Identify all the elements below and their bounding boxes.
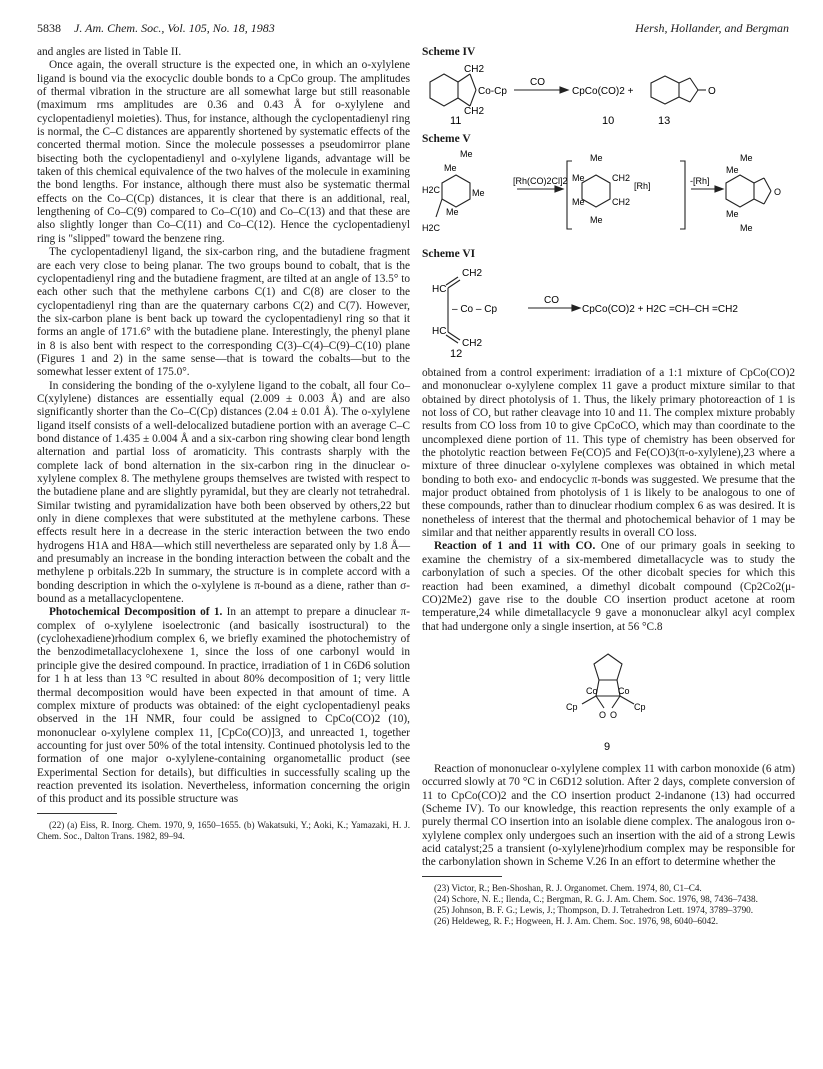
footnote: (22) (a) Eiss, R. Inorg. Chem. 1970, 9, 1650–1655. (b) Wakatsuki, Y.; Aoki, K.; Yamazaki, H. J. Chem. Soc., Dalton Trans. 1982, 89–94. — [37, 819, 410, 841]
methyl-label: Me — [460, 149, 473, 159]
ketone-oxygen-label: O — [708, 86, 716, 97]
methyl-label: Me — [572, 173, 585, 183]
ch2-label: CH2 — [612, 197, 631, 207]
section-heading: Reaction of 1 and 11 with CO. — [434, 540, 596, 553]
methyl-label: Me — [446, 207, 459, 217]
methyl-label: Me — [740, 223, 753, 233]
footnote-divider — [422, 876, 502, 877]
right-column — [422, 46, 795, 1056]
ch2-label: CH2 — [612, 173, 631, 183]
methyl-label: Me — [726, 209, 739, 219]
compound-label-12: 12 — [450, 348, 463, 358]
product-label: CpCo(CO)2 + — [572, 86, 634, 97]
left-column — [37, 46, 410, 1056]
page-header — [37, 21, 789, 39]
methyl-label: Me — [740, 153, 753, 163]
h2c-label: H2C — [422, 223, 441, 233]
paragraph-text: In an attempt to prepare a dinuclear π-complex of o-xylylene isoelectronic (and basically isostructural) to the (cyclohexadiene)rhodium complex 6, we briefly examined the photochemistry of the benzodimetallacyclohexene 1, since the loss of one carbonyl would in principle give the desired compound. In practice, irradiation of 1 in C6D6 solution for 1 h at less than 13 °C resulted in about 80% decomposition of 1; very little thermal decomposition would have been expected in that amount of time. A complex mixture of products was obtained: of the eight cyclopentadienyl peaks observed in the 1H NMR, four could be assigned to CpCo(CO)2 (10), mononuclear o-xylylene complex 11, [CpCo(CO)]3, and unreacted 1, together accounting for just over 50% of the total intensity. Continued photolysis led to the formation of one major o-xylylene-containing organometallic product (see Experimental Section for details), but difficulties in successfully scaling up the reaction prevented its isolation. Nevertheless, information concerning the origin of this product and its possible structure was — [37, 606, 411, 806]
product-label: CpCo(CO)2 + H2C =CH–CH =CH2 — [582, 304, 738, 315]
author-names: Hersh, Hollander, and Bergman — [635, 21, 789, 35]
footnote-divider — [37, 813, 117, 814]
arrow-reagent-label: CO — [544, 295, 559, 306]
paragraph: obtained from a control experiment: irradiation of a 1:1 mixture of CpCo(CO)2 and mononuclear o-xylylene complex 11 gave a product mixture similar to that obtained by direct photolysis of 1. Thus, the likely primary photoreaction of 1 is not loss of CO, but rather cleavage into 10 and 11. The complex mixture probably results from CO loss from 10 to give CpCoCO, which may than coordinate to the uncomplexed diene portion of 11. This type of chemistry has been observed for the photolytic reaction between Fe(CO)5 and Fe(CO)3(π-o-xylylene),23 where a mixture of three dinuclear o-xylylene complexes was obtained in which metal bonding to both exo- and endocyclic π-bonds was suggested. We presume that the major product obtained from photolysis of 1 is likely to be analogous to one of these compounds, rather than to dinuclear rhodium complex 6 as was desired. It is nonetheless of interest that the thermal and photochemical behavior of 1 may be similar and that neither apparently results in overall CO loss. — [422, 367, 795, 540]
paragraph — [37, 606, 410, 806]
footnote: (25) Johnson, B. F. G.; Lewis, J.; Thompson, D. J. Tetrahedron Lett. 1974, 3789–3790. — [434, 904, 754, 915]
journal-citation: J. Am. Chem. Soc., Vol. 105, No. 18, 1983 — [74, 21, 275, 35]
footnote: (24) Schore, N. E.; Ilenda, C.; Bergman, R. G. J. Am. Chem. Soc. 1976, 98, 7436–7438. — [434, 893, 758, 904]
rh-loss-label: -[Rh] — [690, 176, 710, 186]
paragraph: and angles are listed in Table II. — [37, 46, 182, 58]
scheme-v-diagram — [422, 147, 795, 243]
paragraph: Once again, the overall structure is the expected one, in which an o-xylylene ligand is bound via the exocyclic double bonds to a CpCo group. The amplitudes of thermal vibration in the structure are all somewhat large but still reasonable (maximum rms amplitudes are 0.36 and 0.43 Å for o-xylylene and cyclopentadienyl moieties). Thus, for instance, although the cyclopentadienyl ring is normal, the C–C distances are apparently shortened by systematic effects of the concerted thermal motion. Since the molecule possesses a pseudomirror plane bisecting both the cyclopentadienyl and o-xylylene ligands, advantage will be taken of this chemical equivalence of the two halves of the molecule in examining the bond lengths. For instance, although there must also be systematic thermal effects on the Co–C(Cp) distances, it is clear that there is an additional, real, lengthening of Co–C(9) compared to Co–C(10) and Co–C(13) and that these are also slightly longer than Co–C(11) and Co–C(12). Hence the cyclopentadienyl ring is "slipped" toward the benzene ring. — [37, 59, 410, 245]
footnote: (23) Victor, R.; Ben-Shoshan, R. J. Organomet. Chem. 1974, 80, C1–C4. — [434, 882, 702, 893]
hc-label: HC — [432, 326, 447, 337]
ketone-oxygen-label: O — [774, 187, 782, 197]
scheme-label: Scheme VI — [422, 248, 476, 260]
methyl-label: Me — [444, 163, 457, 173]
compound-9-structure — [422, 634, 795, 758]
methyl-label: Me — [726, 165, 739, 175]
co-cp-label: Co-Cp — [478, 86, 507, 97]
ch2-bottom-label: CH2 — [464, 106, 485, 117]
scheme-label: Scheme V — [422, 133, 471, 145]
carbonyl-oxygen-label: O — [610, 709, 618, 720]
ch2-label: CH2 — [462, 268, 483, 279]
co-cp-label: – Co – Cp — [452, 304, 498, 315]
cp-label: Cp — [566, 701, 578, 712]
compound-label-11: 11 — [450, 115, 462, 127]
cobalt-label: Co — [586, 685, 598, 696]
ch2-top-label: CH2 — [464, 64, 485, 75]
arrow-reagent-label: CO — [530, 77, 545, 88]
methyl-label: Me — [572, 197, 585, 207]
hc-label: HC — [432, 284, 447, 295]
paragraph: In considering the bonding of the o-xylylene ligand to the cobalt, all four Co–C(xylylene) distances are essentially equal (2.009 ± 0.003 Å) and are also significantly shorter than the Co–C(Cp) distances (2.04 ± 0.01 Å). The o-xylylene ligand itself consists of a well-delocalized butadiene portion with an average C–C bond distance of 1.435 ± 0.004 Å and a six-carbon ring showing clear bond length alternation and partial loss of aromaticity. This contrasts sharply with the complete lack of bond alternation in the six-carbon ring in the dinuclear o-xylylene complex 8. The methylene groups themselves are twisted with respect to the butadiene plane and are slightly pyramidal, but they are clearly not tetrahedral. Similar twisting and pyramidalization have both been observed by others,22 but only in diene complexes that were substituted at the methylene carbons. These effects result here in a decrease in the steric interaction between the two endo hydrogens H1A and H8A—which still nevertheless are separated only by 1.8 Å—and presumably an increase in the bonding interaction between the cobalt and the methylene p orbitals.22b In summary, the structure is in complete accord with a bonding description in which the o-xylylene is π-bound as a diene, rather than σ-bound as a metallacyclopentene. — [37, 379, 410, 606]
paragraph: Reaction of mononuclear o-xylylene complex 11 with carbon monoxide (6 atm) occurred slowly at 70 °C in C6D12 solution. After 2 days, complete conversion of 11 to CpCo(CO)2 and the CO insertion product 2-indanone (13) had occurred (Scheme IV). To our knowledge, this reaction represents the only example of a purely thermal CO insertion into an isolable diene complex. The analogous iron o-xylylene complex only undergoes such an insertion with the aid of a strong Lewis acid catalyst;25 a transient (o-xylylene)rhodium complex may be responsible for the carbonylation shown in Scheme V.26 In an effort to determine whether the — [422, 762, 795, 869]
rhodium-reagent-label: [Rh(CO)2Cl]2 — [513, 176, 568, 186]
compound-label-13: 13 — [658, 115, 671, 127]
scheme-vi-diagram — [422, 262, 795, 358]
ch2-label: CH2 — [462, 338, 483, 349]
cp-label: Cp — [634, 701, 646, 712]
paragraph: The cyclopentadienyl ligand, the six-carbon ring, and the butadiene fragment are each very close to being planar. The two groups bound to cobalt, that is the cyclopentadienyl ring and the butadiene fragment, are tilted at an angle of 13.5° to each other such that the methylene carbons C(1) and C(8) are closer to the cyclopentadienyl ring than are the quaternary carbons C(2) and C(7). However, the six-carbon plane is bent back up toward the cyclopentadienyl ring so that it forms an angle of 171.6° with the butadiene plane. Interestingly, the phenyl plane in 8 is also bent with respect to the corresponding C(3)–C(4)–C(9)–C(10) plane (Figures 1 and 2) in the same sense—that is toward the cobalts—but to the somewhat lesser extent of 175.0°. — [37, 246, 410, 379]
methyl-label: Me — [590, 215, 603, 225]
scheme-iv-diagram — [422, 60, 795, 128]
paragraph — [422, 540, 795, 633]
h2c-label: H2C — [422, 185, 441, 195]
compound-label-10: 10 — [602, 115, 615, 127]
scheme-label: Scheme IV — [422, 46, 476, 58]
compound-label-9: 9 — [604, 740, 611, 753]
section-heading: Photochemical Decomposition of 1. — [49, 606, 223, 619]
cobalt-label: Co — [618, 685, 630, 696]
page-number: 5838 — [37, 21, 61, 35]
methyl-label: Me — [472, 188, 485, 198]
carbonyl-oxygen-label: O — [599, 709, 607, 720]
rh-label: [Rh] — [634, 181, 651, 191]
methyl-label: Me — [590, 153, 603, 163]
footnote: (26) Heldeweg, R. F.; Hogween, H. J. Am. Chem. Soc. 1976, 98, 6040–6042. — [434, 915, 719, 926]
paragraph-text: One of our primary goals in seeking to examine the chemistry of a six-membered dimetallacycle was to study the carbonylation of such a species. Of the other dicobalt species for which this reaction had been examined, a dimethyl dicobalt compound (Cp2Co2(μ-CO)2Me2) gave rise to the double CO insertion product acetone at room temperature,24 while dimetallacycle 9 gave a mononuclear alkyl acyl complex that had undergone only a single insertion, at 56 °C.8 — [422, 540, 795, 633]
